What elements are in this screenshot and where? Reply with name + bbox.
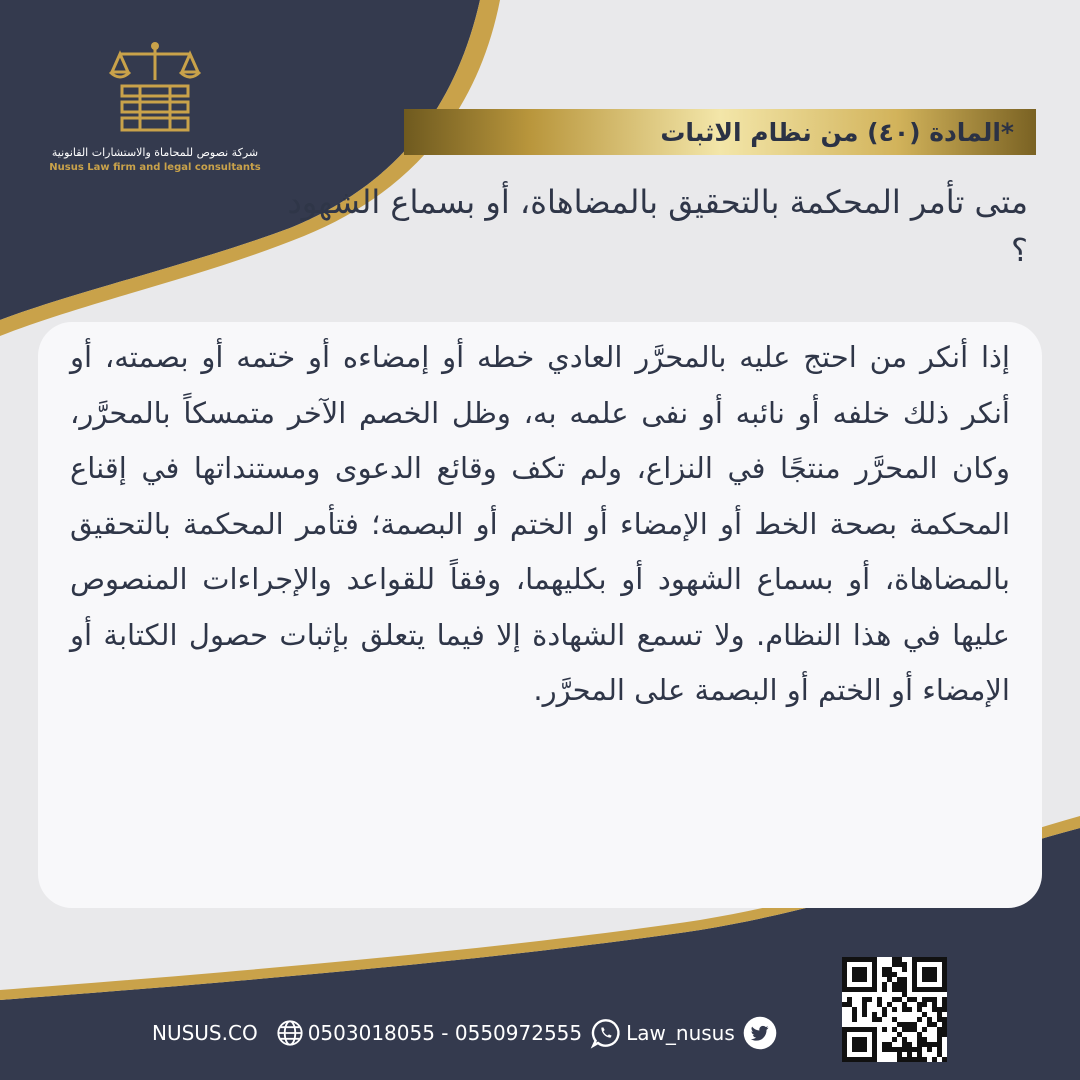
website-link[interactable]: NUSUS.CO xyxy=(152,1021,258,1045)
brand-name-english: Nusus Law firm and legal consultants xyxy=(49,162,261,173)
qr-code-icon xyxy=(842,957,947,1062)
question-heading: متى تأمر المحكمة بالتحقيق بالمضاهاة، أو بسماع الشهود ؟ xyxy=(287,183,1028,269)
contact-footer xyxy=(152,1016,822,1050)
phone-numbers[interactable]: 0503018055 - 0550972555 xyxy=(307,1021,583,1045)
globe-icon xyxy=(276,1019,304,1047)
brand-logo xyxy=(30,40,280,173)
twitter-handle[interactable]: Law_nusus xyxy=(626,1021,735,1045)
article-banner xyxy=(404,109,1036,155)
article-title: *المادة (٤٠) من نظام الاثبات xyxy=(660,117,1014,147)
whatsapp-icon xyxy=(590,1017,622,1049)
article-body: إذا أنكر من احتج عليه بالمحرَّر العادي خطه أو إمضاءه أو ختمه أو بصمته، أو أنكر ذلك خلفه أو نائبه أو نفى علمه به، وظل الخصم الآخر متمسكاً بالمحرَّر، وكان المحرَّر منتجًا في النزاع، ولم تكف وقائع الدعوى ومستنداتها في إقناع المحكمة بصحة الخط أو الإمضاء أو الختم أو البصمة؛ فتأمر المحكمة بالتحقيق بالمضاهاة، أو بسماع الشهود أو بكليهما، وفقاً للقواعد والإجراءات المنصوص عليها في هذا النظام. ولا تسمع الشهادة إلا فيما يتعلق بإثبات حصول الكتابة أو الإمضاء أو الختم أو البصمة على المحرَّر. xyxy=(70,340,1010,707)
brand-name-arabic: شركة نصوص للمحاماة والاستشارات القانونية xyxy=(51,146,259,159)
scales-of-justice-icon xyxy=(100,40,210,140)
twitter-icon xyxy=(743,1016,777,1050)
